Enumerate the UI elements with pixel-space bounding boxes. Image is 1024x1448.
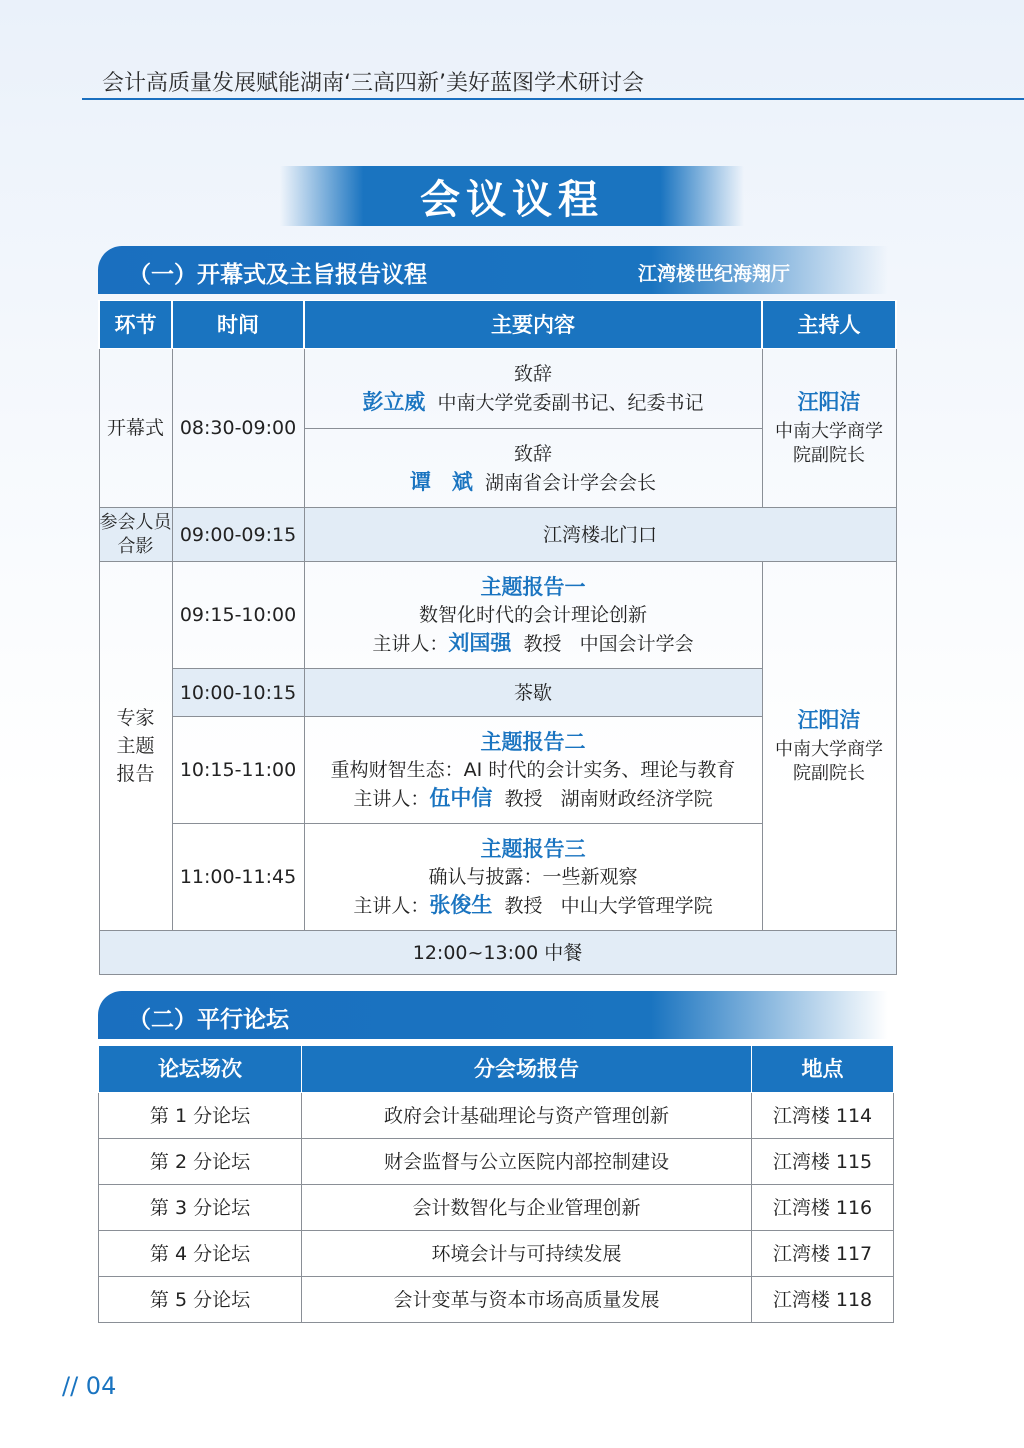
photo-time: 09:00-09:15 (172, 508, 304, 562)
page-header (82, 64, 1024, 100)
photo-segment: 参会人员合影 (99, 508, 172, 562)
speech2-title: 湖南省会计学会会长 (485, 471, 657, 494)
report2-label: 主题报告二 (480, 729, 586, 754)
forum-row (99, 1139, 894, 1185)
section1-title: （一）开幕式及主旨报告议程 (128, 262, 427, 288)
report2-org: 湖南财政经济学院 (560, 787, 713, 810)
opening-host-name: 汪阳洁 (797, 390, 861, 414)
forum-session: 第 4 分论坛 (99, 1231, 302, 1277)
opening-host (762, 349, 896, 508)
keynote-host (762, 562, 896, 931)
opening-speech1 (304, 349, 762, 429)
forum-row (99, 1231, 894, 1277)
page-title: 会议议程 (420, 176, 604, 223)
forum-table (98, 1045, 894, 1323)
speech1-title: 中南大学党委副书记、纪委书记 (437, 392, 704, 414)
report3-label: 主题报告三 (480, 836, 586, 861)
lunch-row: 12:00~13:00 中餐 (99, 931, 896, 975)
speech2-label: 致辞 (513, 442, 552, 465)
forum-topic: 会计变革与资本市场高质量发展 (302, 1277, 752, 1323)
report3-rank: 教授 (504, 894, 543, 917)
forum-place: 江湾楼 118 (752, 1277, 894, 1323)
report2-topic: 重构财智生态：AI 时代的会计实务、理论与教育 (330, 758, 736, 781)
col-header-segment: 环节 (99, 301, 172, 349)
report1-org: 中国会计学会 (579, 632, 694, 655)
report2-prefix: 主讲人： (353, 787, 430, 810)
speech1-name: 彭立威 (362, 390, 426, 414)
report2-content (304, 717, 762, 824)
report3-speaker: 张俊生 (429, 892, 493, 917)
forum-col-place: 地点 (752, 1046, 894, 1093)
forum-topic: 会计数智化与企业管理创新 (302, 1185, 752, 1231)
report1-speaker: 刘国强 (448, 630, 512, 655)
section2-bar (98, 991, 888, 1039)
opening-time: 08:30-09:00 (172, 349, 304, 508)
report3-content (304, 824, 762, 931)
col-header-content: 主要内容 (304, 301, 762, 349)
forum-topic: 政府会计基础理论与资产管理创新 (302, 1093, 752, 1139)
report1-content (304, 562, 762, 669)
forum-session: 第 5 分论坛 (99, 1277, 302, 1323)
page-title-band (280, 166, 744, 226)
report3-org: 中山大学管理学院 (560, 894, 713, 917)
report2-rank: 教授 (504, 787, 543, 810)
report1-time: 09:15-10:00 (172, 562, 304, 669)
col-header-host: 主持人 (762, 301, 896, 349)
speech1-label: 致辞 (513, 363, 552, 385)
opening-segment: 开幕式 (99, 349, 172, 508)
keynote-host-name: 汪阳洁 (797, 708, 861, 732)
report2-speaker: 伍中信 (429, 785, 493, 810)
forum-col-session: 论坛场次 (99, 1046, 302, 1093)
forum-topic: 财会监督与公立医院内部控制建设 (302, 1139, 752, 1185)
section1-bar (98, 246, 888, 294)
keynote-segment: 专家主题报告 (99, 562, 172, 931)
header-title: 会计高质量发展赋能湖南‘三高四新’美好蓝图学术研讨会 (102, 71, 644, 96)
speech2-name: 谭 斌 (409, 469, 473, 494)
forum-session: 第 2 分论坛 (99, 1139, 302, 1185)
forum-col-topic: 分会场报告 (302, 1046, 752, 1093)
forum-place: 江湾楼 114 (752, 1093, 894, 1139)
report1-prefix: 主讲人： (372, 632, 449, 655)
forum-session: 第 1 分论坛 (99, 1093, 302, 1139)
forum-row (99, 1185, 894, 1231)
tea-time: 10:00-10:15 (172, 669, 304, 717)
report3-time: 11:00-11:45 (172, 824, 304, 931)
opening-speech2 (304, 429, 762, 508)
forum-session: 第 3 分论坛 (99, 1185, 302, 1231)
report2-time: 10:15-11:00 (172, 717, 304, 824)
keynote-host-title: 中南大学商学院副院长 (775, 739, 883, 784)
report1-label: 主题报告一 (480, 574, 586, 599)
forum-row (99, 1093, 894, 1139)
forum-row (99, 1277, 894, 1323)
agenda-table (98, 300, 897, 975)
report3-prefix: 主讲人： (353, 894, 430, 917)
report3-topic: 确认与披露：一些新观察 (428, 865, 638, 888)
col-header-time: 时间 (172, 301, 304, 349)
forum-topic: 环境会计与可持续发展 (302, 1231, 752, 1277)
section1-location: 江湾楼世纪海翔厅 (638, 263, 791, 285)
page-number: // 04 (62, 1372, 117, 1400)
report1-topic: 数智化时代的会计理论创新 (418, 603, 647, 626)
forum-place: 江湾楼 115 (752, 1139, 894, 1185)
report1-rank: 教授 (523, 632, 562, 655)
opening-host-title: 中南大学商学院副院长 (775, 421, 883, 466)
forum-place: 江湾楼 117 (752, 1231, 894, 1277)
tea-content: 茶歇 (304, 669, 762, 717)
forum-place: 江湾楼 116 (752, 1185, 894, 1231)
photo-content: 江湾楼北门口 (304, 508, 896, 562)
section2-title: （二）平行论坛 (128, 1007, 289, 1033)
